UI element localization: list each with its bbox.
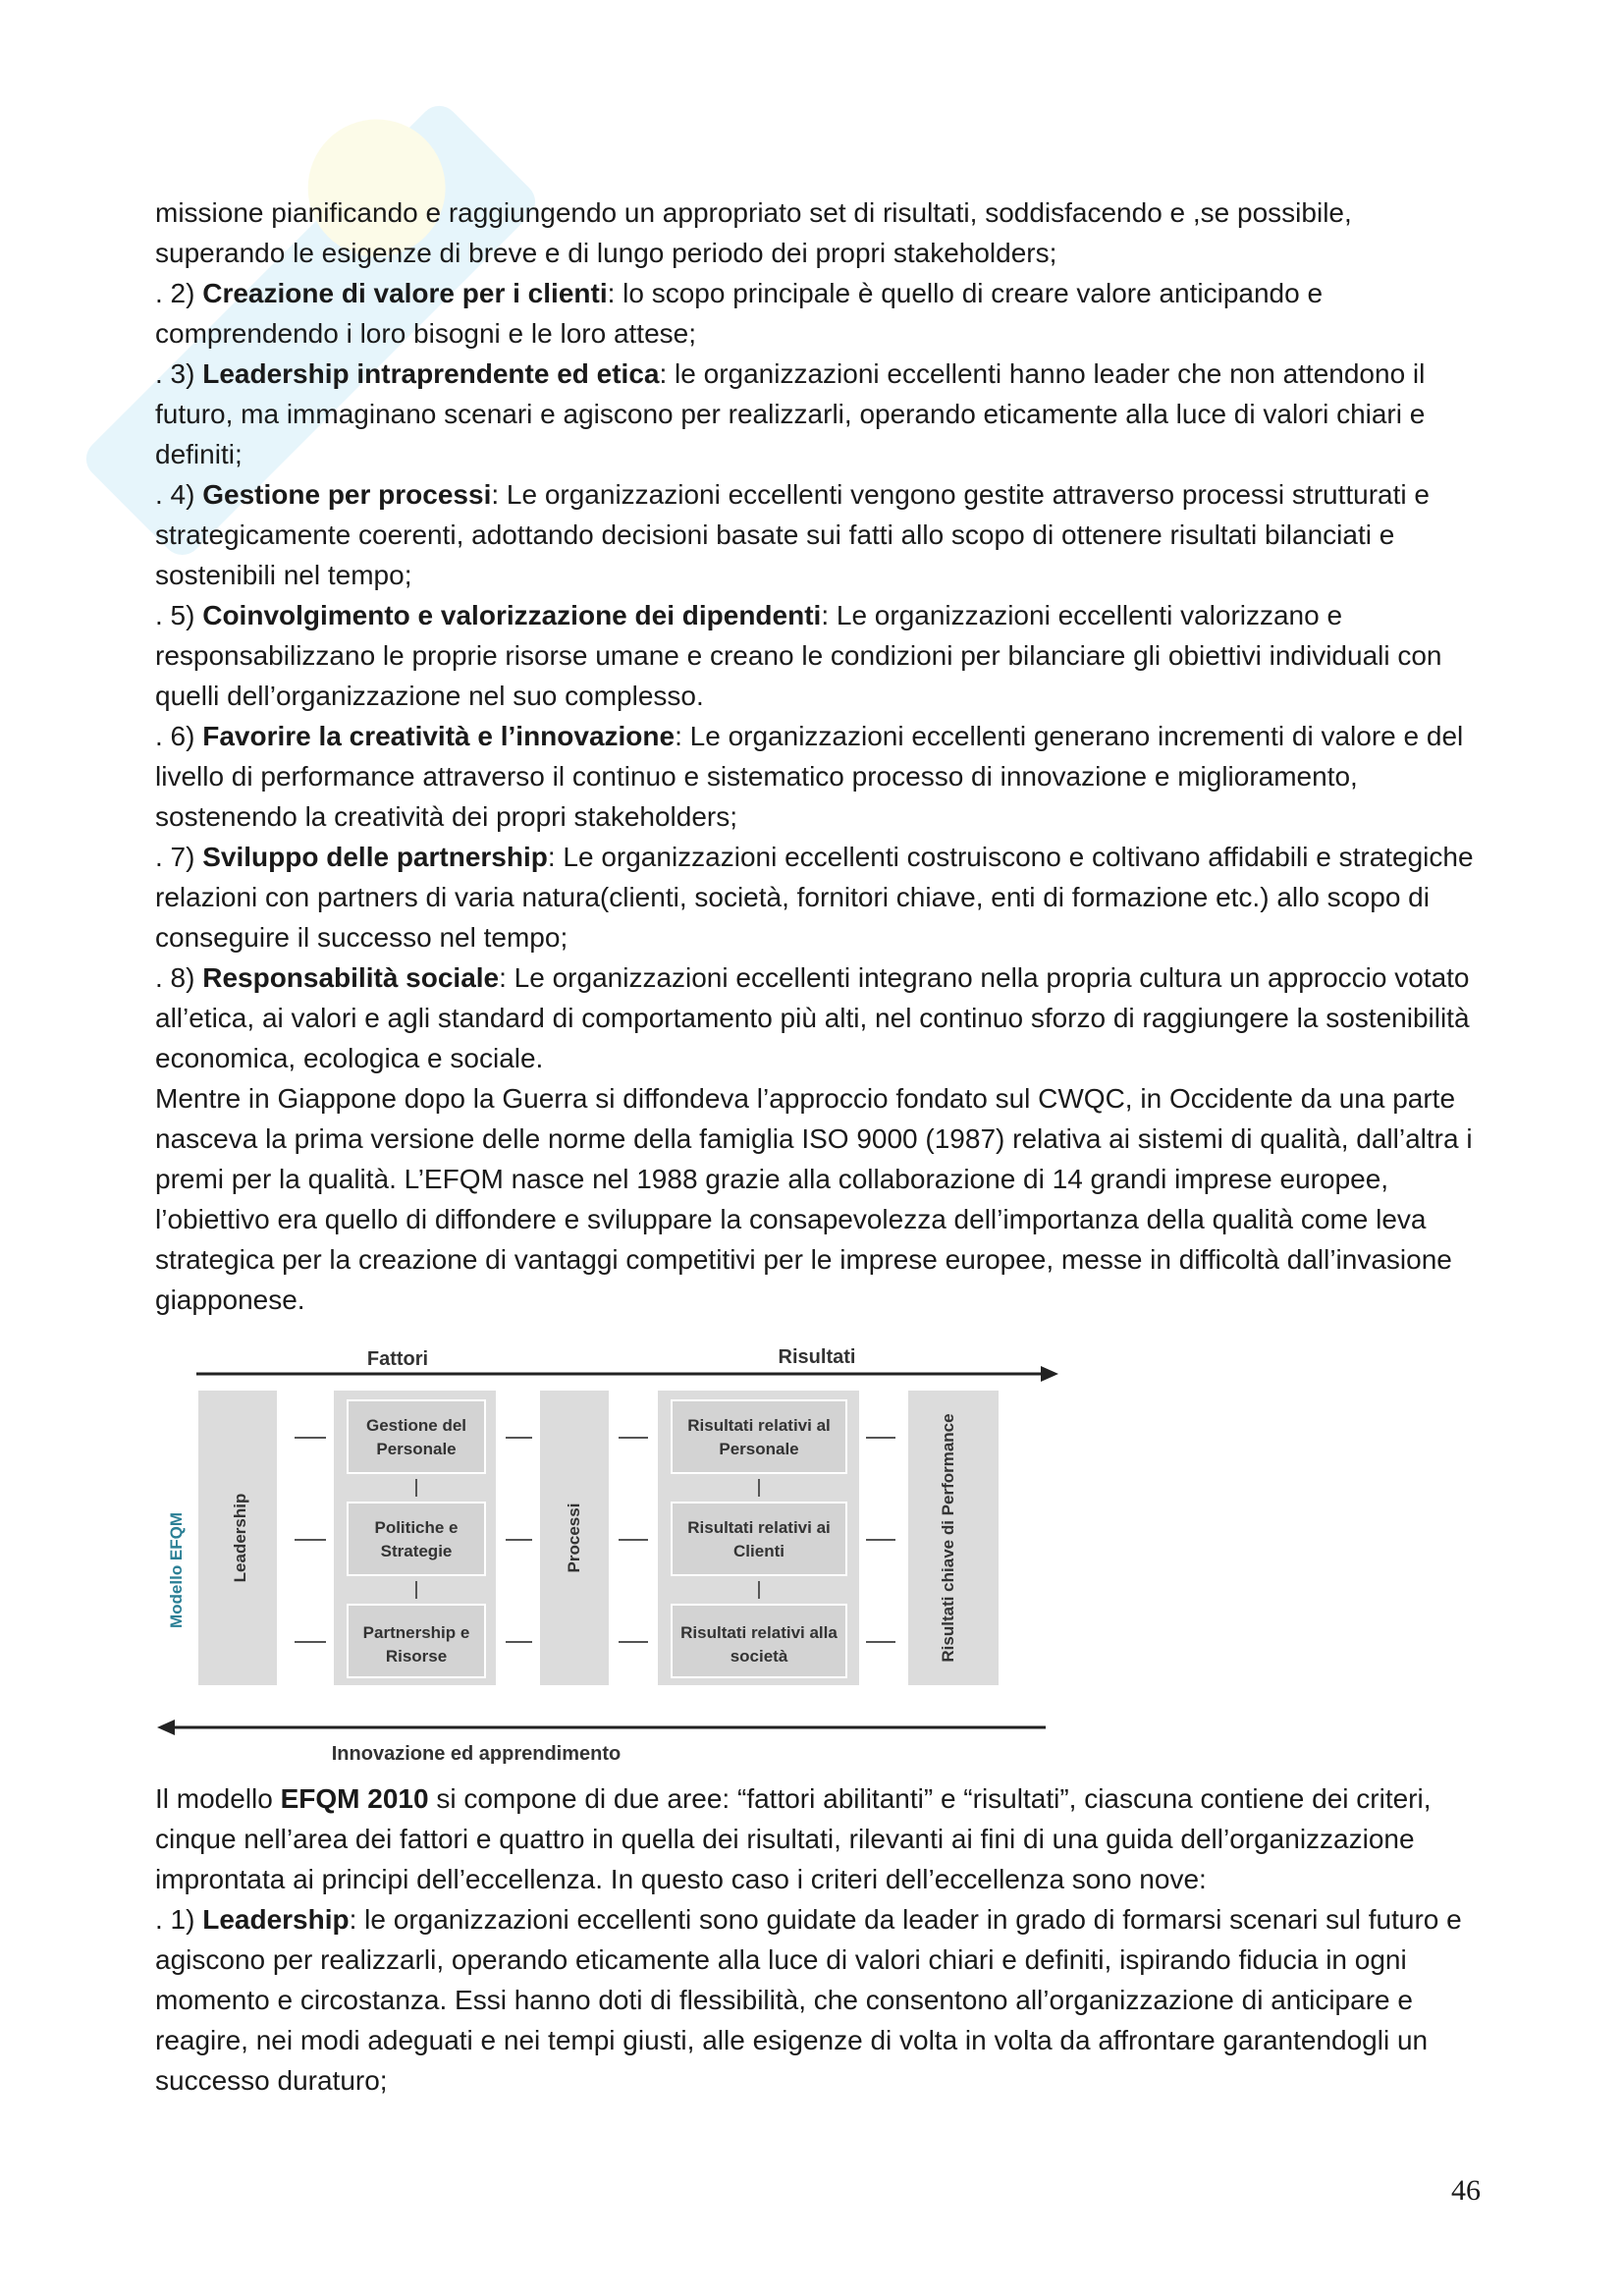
top-arrow-head bbox=[1041, 1366, 1058, 1382]
enabler-box bbox=[348, 1400, 485, 1473]
enabler-label: Gestione del bbox=[365, 1416, 467, 1435]
result-label: Risultati relativi alla bbox=[680, 1623, 838, 1642]
model-side-label: Modello EFQM bbox=[167, 1511, 186, 1629]
efqm-model-diagram bbox=[157, 1339, 1070, 1772]
paragraph: . 3) Leadership intraprendente ed etica: le organizzazioni eccellenti hanno leader che non attendono il futuro, ma immaginano scenari e agiscono per realizzarli, operando eticamente alla luce di valori chiari e definiti; bbox=[155, 358, 1426, 469]
enabler-box bbox=[348, 1503, 485, 1575]
paragraph: . 1) Leadership: le organizzazioni eccellenti sono guidate da leader in grado di formarsi scenari sul futuro e agiscono per realizzarli, operando eticamente alla luce di valori chiari e definiti, ispirando fiducia in ogni momento e circostanza. Essi hanno doti di flessibilità, che consentono all’organizzazione di anticipare e reagire, nei modi adeguati e nei tempi giusti, alle esigenze di volta in volta da affrontare garantendogli un successo duraturo; bbox=[155, 1904, 1462, 2096]
leadership-label: Leadership bbox=[231, 1493, 249, 1583]
paragraph: Mentre in Giappone dopo la Guerra si diffondeva l’approccio fondato sul CWQC, in Occidente da una parte nasceva la prima versione delle norme della famiglia ISO 9000 (1987) relativa ai sistemi di qualità, dall’altra i premi per la qualità. L’EFQM nasce nel 1988 grazie alla collaborazione di 14 grandi imprese europee, l’obiettivo era quello di diffondere e sviluppare la consapevolezza dell’importanza della qualità come leva strategica per la creazione di vantaggi competitivi per le imprese europee, messe in difficoltà dall’invasione giapponese. bbox=[155, 1083, 1473, 1315]
paragraph: Il modello EFQM 2010 si compone di due aree: “fattori abilitanti” e “risultati”, ciascuna contiene dei criteri, cinque nell’area dei fattori e quattro in quella dei risultati, rilevanti ai fini di una guida dell’organizzazione improntata ai principi dell’eccellenza. In questo caso i criteri dell’eccellenza sono nove: bbox=[155, 1783, 1432, 1894]
body-text-top bbox=[155, 192, 1481, 1320]
result-label: Risultati relativi ai bbox=[687, 1518, 831, 1537]
processi-label: Processi bbox=[565, 1503, 583, 1573]
paragraph: . 6) Favorire la creatività e l’innovazione: Le organizzazioni eccellenti generano incrementi di valore e del livello di performance attraverso il continuo e sistematico processo di innovazione e miglioramento, sostenendo la creatività dei propri stakeholders; bbox=[155, 721, 1464, 832]
paragraph: . 4) Gestione per processi: Le organizzazioni eccellenti vengono gestite attraverso processi strutturati e strategicamente coerenti, adottando decisioni basate sui fatti allo scopo di ottenere risultati bilanciati e sostenibili nel tempo; bbox=[155, 479, 1430, 590]
arrow-label-fattori: Fattori bbox=[366, 1348, 429, 1370]
result-label: Risultati relativi al bbox=[687, 1416, 831, 1435]
body-text-bottom bbox=[155, 1778, 1481, 2101]
result-box bbox=[672, 1400, 846, 1473]
enabler-label: Politiche e bbox=[374, 1518, 459, 1537]
arrow-label-risultati: Risultati bbox=[778, 1346, 856, 1368]
arrow-label-innovazione: Innovazione ed apprendimento bbox=[331, 1743, 622, 1765]
paragraph: . 7) Sviluppo delle partnership: Le organizzazioni eccellenti costruiscono e coltivano affidabili e strategiche relazioni con partners di varia natura(clienti, società, fornitori chiave, enti di formazione etc.) allo scopo di conseguire il successo nel tempo; bbox=[155, 842, 1474, 953]
paragraph: . 2) Creazione di valore per i clienti: lo scopo principale è quello di creare valore anticipando e comprendendo i loro bisogni e le loro attese; bbox=[155, 278, 1324, 349]
paragraph: missione pianificando e raggiungendo un appropriato set di risultati, soddisfacendo e ,se possibile, superando le esigenze di breve e di lungo periodo dei propri stakeholders; bbox=[155, 197, 1352, 268]
enabler-label: Personale bbox=[376, 1440, 457, 1458]
bottom-arrow-head bbox=[157, 1720, 175, 1735]
result-box bbox=[672, 1503, 846, 1575]
enabler-label: Risorse bbox=[385, 1647, 448, 1666]
paragraph: . 8) Responsabilità sociale: Le organizzazioni eccellenti integrano nella propria cultura un approccio votato all’etica, ai valori e agli standard di comportamento più alti, nel continuo sforzo di raggiungere la sostenibilità economica, ecologica e sociale. bbox=[155, 962, 1470, 1073]
enabler-label: Partnership e bbox=[362, 1623, 470, 1642]
result-label: Clienti bbox=[733, 1542, 784, 1560]
page-number: 46 bbox=[1451, 2174, 1481, 2207]
result-label: Personale bbox=[719, 1440, 799, 1458]
enabler-label: Strategie bbox=[380, 1542, 453, 1560]
result-label: società bbox=[730, 1647, 788, 1666]
paragraph: . 5) Coinvolgimento e valorizzazione dei dipendenti: Le organizzazioni eccellenti valorizzano e responsabilizzano le proprie risorse umane e creano le condizioni per bilanciare gli obiettivi individuali con quelli dell’organizzazione nel suo complesso. bbox=[155, 600, 1442, 711]
performance-label: Risultati chiave di Performance bbox=[939, 1413, 957, 1663]
